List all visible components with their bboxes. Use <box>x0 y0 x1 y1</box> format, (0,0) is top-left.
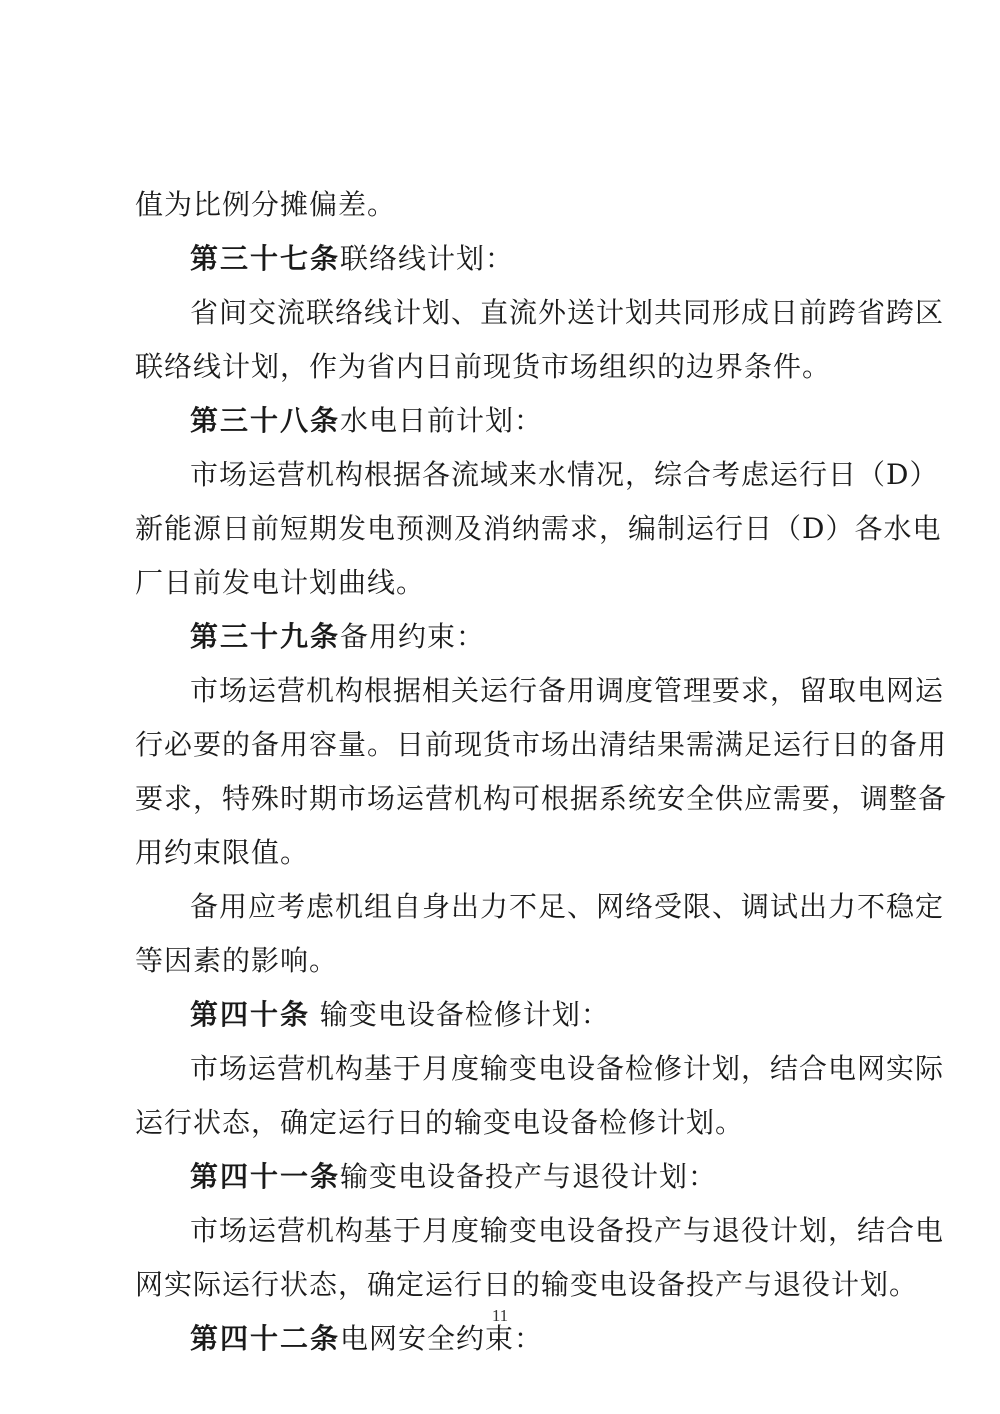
article-heading: 联络线计划： <box>340 242 515 275</box>
paragraph-line: 要求，特殊时期市场运营机构可根据系统安全供应需要，调整备 <box>135 782 948 815</box>
article-number: 第三十九条 <box>190 620 341 653</box>
paragraph-line: 运行状态，确定运行日的输变电设备检修计划。 <box>135 1106 745 1139</box>
article-number: 第四十条 <box>190 998 311 1031</box>
paragraph-line: 值为比例分摊偏差。 <box>135 188 397 221</box>
paragraph-line: 市场运营机构根据各流域来水情况，综合考虑运行日（D） <box>190 458 939 491</box>
article-heading: 备用约束： <box>340 620 486 653</box>
document-body <box>135 178 948 1366</box>
paragraph-line: 联络线计划，作为省内日前现货市场组织的边界条件。 <box>135 350 832 383</box>
paragraph-line: 新能源日前短期发电预测及消纳需求，编制运行日（D）各水电 <box>135 512 942 545</box>
article-38-header <box>135 394 875 448</box>
paragraph-line: 省间交流联络线计划、直流外送计划共同形成日前跨省跨区 <box>190 296 945 329</box>
paragraph-line: 备用应考虑机组自身出力不足、网络受限、调试出力不稳定 <box>190 890 945 923</box>
paragraph-line: 厂日前发电计划曲线。 <box>135 566 426 599</box>
article-number: 第三十七条 <box>190 242 341 275</box>
paragraph-line: 网实际运行状态，确定运行日的输变电设备投产与退役计划。 <box>135 1268 919 1301</box>
paragraph-line: 市场运营机构根据相关运行备用调度管理要求，留取电网运 <box>190 674 945 707</box>
paragraph-line: 市场运营机构基于月度输变电设备检修计划，结合电网实际 <box>190 1052 945 1085</box>
article-heading: 输变电设备投产与退役计划： <box>340 1160 718 1193</box>
article-heading: 电网安全约束： <box>340 1322 544 1355</box>
article-heading: 输变电设备检修计划： <box>310 998 610 1031</box>
article-number: 第三十八条 <box>190 404 341 437</box>
article-37-header <box>135 232 875 286</box>
article-39-header <box>135 610 875 664</box>
paragraph-line: 等因素的影响。 <box>135 944 339 977</box>
article-number: 第四十一条 <box>190 1160 341 1193</box>
paragraph-line: 市场运营机构基于月度输变电设备投产与退役计划，结合电 <box>190 1214 945 1247</box>
article-40-header <box>135 988 875 1042</box>
paragraph-line: 用约束限值。 <box>135 836 310 869</box>
page-number: 11 <box>491 1306 509 1325</box>
paragraph-line: 行必要的备用容量。日前现货市场出清结果需满足运行日的备用 <box>135 728 948 761</box>
article-number: 第四十二条 <box>190 1322 341 1355</box>
article-heading: 水电日前计划： <box>340 404 544 437</box>
article-41-header <box>135 1150 875 1204</box>
